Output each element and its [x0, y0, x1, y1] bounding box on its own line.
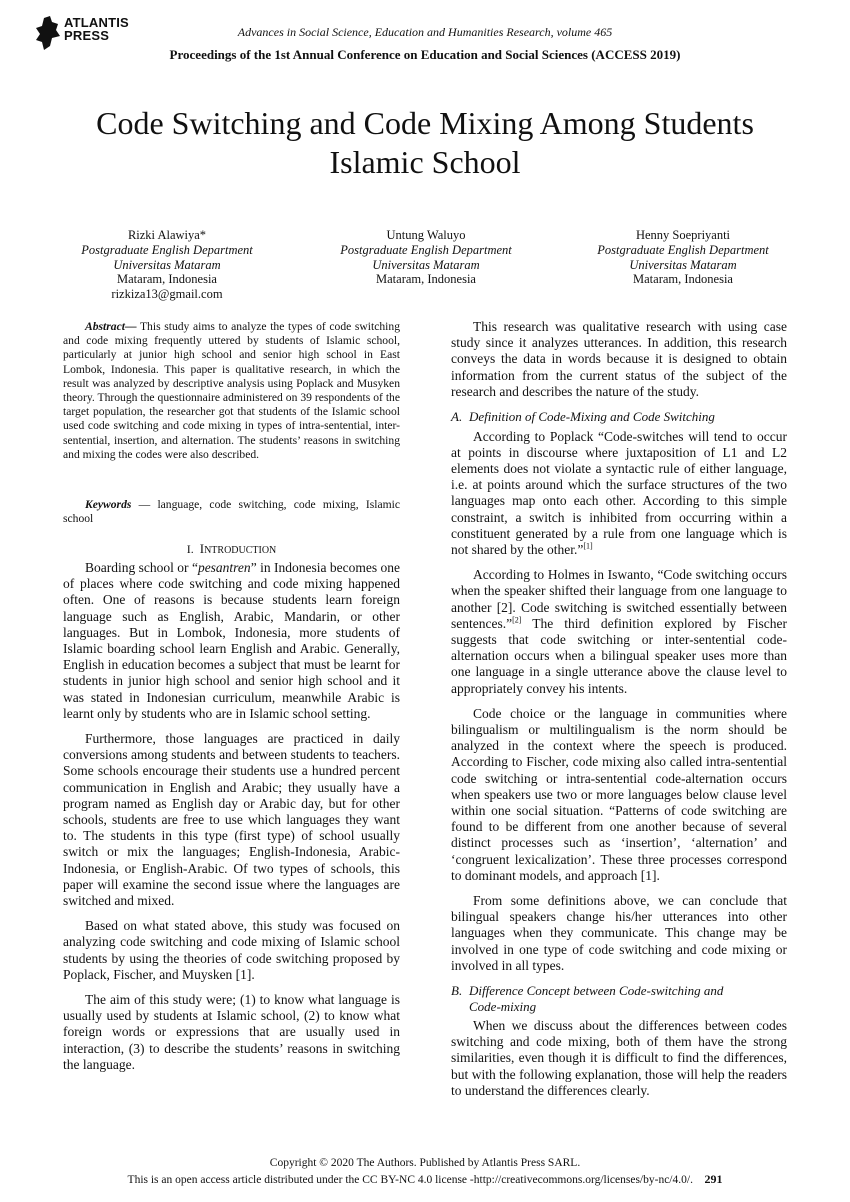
intro-heading-rest: NTRODUCTION	[204, 545, 277, 556]
intro-body	[63, 560, 400, 1073]
right-paragraph-3	[451, 567, 787, 697]
right-column	[451, 319, 787, 1099]
section-a-heading	[451, 409, 787, 425]
footer-copyright: Copyright © 2020 The Authors. Published by Atlantis Press SARL.	[269, 1157, 581, 1169]
author-block-2	[296, 228, 556, 287]
section-b-title-1: Difference Concept between Code-switching and	[469, 983, 724, 999]
intro-p1-em: pesantren	[197, 560, 251, 575]
right-p2-sup: [1]	[583, 541, 593, 551]
author-university: Universitas Mataram	[629, 257, 737, 272]
abstract-label: Abstract—	[85, 320, 137, 333]
footer-license: This is an open access article distributed under the CC BY-NC 4.0 license -http://creativecommons.org/licenses/by-nc/4.0/.	[127, 1174, 693, 1186]
keywords-label: Keywords	[85, 498, 132, 511]
intro-p1-b: ” in Indonesia becomes one of places where code switching and code mixing happened often. One of reasons is because students learn foreign language such as English, Arabic, Mandarin, or other languages. But in Lombok, Indonesia, more students of Islamic boarding school learn English and Arabic. Generally, English in education becomes a subject that must be learnt for students in junior high school and senior high school and it was stated in Indonesian curriculum, meanwhile Arabic is learnt only by students who are in Islamic school setting.	[63, 560, 400, 721]
intro-paragraph-4: The aim of this study were; (1) to know what language is usually used by students at Islamic school, (2) to know what foreign words or expressions that are usually used in interaction, (3) to describe the students’ reasons in switching the language.	[63, 992, 400, 1072]
right-p3-a: According to Holmes in Iswanto, “Code switching occurs when the speaker shifted their language from one language to another [2]. Code switching is switched essentially between sentences.”	[451, 567, 787, 631]
paper-title	[40, 104, 810, 182]
author-block-3	[553, 228, 813, 287]
page-number: 291	[704, 1172, 723, 1186]
section-b-heading	[451, 983, 787, 1014]
right-paragraph-5: From some definitions above, we can conclude that bilingual speakers change his/her utterances into other languages when they communicate. This change may be involved in one type of code switching and code mixing or involved in all types.	[451, 893, 787, 973]
footer-license-line	[0, 1172, 850, 1187]
author-name: Rizki Alawiya*	[127, 228, 207, 242]
proceedings-line: Proceedings of the 1st Annual Conference on Education and Social Sciences (ACCESS 2019)	[169, 47, 681, 62]
intro-p1-a: Boarding school or “	[85, 560, 198, 575]
section-b-title-2: Code-mixing	[469, 998, 537, 1014]
series-line: Advances in Social Science, Education and Humanities Research, volume 465	[237, 25, 613, 39]
logo-line2: PRESS	[64, 28, 110, 43]
right-paragraph-2	[451, 429, 787, 559]
intro-paragraph-1	[63, 560, 400, 722]
abstract-text: This study aims to analyze the types of code switching and code mixing frequently uttered by students of Islamic school, particularly at junior high school and senior high school in East Lombok, Indonesia. This paper is qualitative research, in which the result was analyzed by descriptive analysis using Poplack and Musyken theory. Through the questionnaire administered on 39 respondents of the target population, the researcher got that students of the Islamic school used code switching and code mixing in types of intra-sentential, inter-sentential, insertion, and alternation. The students’ reasons in switching and mixing the codes were also described.	[63, 320, 400, 461]
author-university: Universitas Mataram	[113, 257, 221, 272]
author-city: Mataram, Indonesia	[633, 272, 733, 287]
author-name: Untung Waluyo	[386, 228, 466, 242]
section-a-title: Definition of Code-Mixing and Code Switching	[469, 409, 715, 425]
author-department: Postgraduate English Department	[81, 242, 253, 257]
title-line1: Code Switching and Code Mixing Among Students	[96, 105, 754, 141]
intro-heading-first: I	[199, 541, 205, 556]
author-block-1	[37, 228, 297, 302]
intro-paragraph-3: Based on what stated above, this study was focused on analyzing code switching and code mixing of Islamic school students by using the theories of code switching proposed by Poplack, Fischer, and Muysken [1].	[63, 918, 400, 982]
keywords-text: — language, code switching, code mixing, Islamic school	[63, 498, 400, 526]
intro-heading-num: I.	[186, 542, 194, 556]
author-name: Henny Soepriyanti	[635, 228, 731, 242]
logo-line1: ATLANTIS	[64, 15, 129, 30]
intro-heading	[63, 541, 400, 559]
author-city: Mataram, Indonesia	[117, 272, 217, 287]
abstract	[63, 320, 400, 462]
right-paragraph-1: This research was qualitative research with using case study since it analyzes utterances. In addition, this research conveys the data in words because it is designed to obtain information from the current status of the subject of the research and describes the nature of the study.	[451, 319, 787, 399]
section-a-num: A.	[451, 409, 463, 425]
right-p3-b: The third definition explored by Fischer suggests that code switching or inter-sentential code-alternation occurs when a bilingual speaker uses more than one language in a single utterance above the clause level to appropriately convey his intents.	[451, 615, 787, 696]
author-university: Universitas Mataram	[372, 257, 480, 272]
keywords	[63, 498, 400, 526]
title-line2: Islamic School	[329, 144, 521, 180]
right-p3-sup: [2]	[512, 615, 522, 625]
right-p2-text: According to Poplack “Code-switches will tend to occur at points in discourse where juxtaposition of L1 and L2 elements does not violate a syntactic rule of either language, i.e. at points around which the surface structures of the two languages map onto each other. According to this simple constraint, a switch is inhibited from occurring within a constituent generated by a rule from one language which is not shared by the other.”	[451, 428, 787, 557]
intro-paragraph-2: Furthermore, those languages are practiced in daily conversions among students and between students to teachers. Some schools encourage their students use a hundred percent communication in English and Arabic; they usually have a program named as English day or Arabic day, but for other schools, students are free to use which languages they want to. The students in this type (first type) of school usually switch or mix the languages; English-Indonesia, Arabic-Indonesia, or English-Arabic. Of two types of schools, this paper will examine the second issue where the languages are switched and mixed.	[63, 731, 400, 909]
author-email[interactable]: rizkiza13@gmail.com	[111, 287, 223, 302]
section-b-num: B.	[451, 983, 463, 999]
author-department: Postgraduate English Department	[597, 242, 769, 257]
author-department: Postgraduate English Department	[340, 242, 512, 257]
author-city: Mataram, Indonesia	[376, 272, 476, 287]
right-paragraph-6: When we discuss about the differences between codes switching and code mixing, both of them have the strong similarities, even though it is difficult to find the differences, but with the following explanation, those will help the readers to understand the differences clearly.	[451, 1018, 787, 1098]
right-paragraph-4: Code choice or the language in communities where bilingualism or multilingualism is the norm should be analyzed in the context where the speech is produced. According to Fischer, code mixing also called intra-sentential code switching or intra-sentential code-alternation occurs when speakers use two or more languages below clause level within one social situation. “Patterns of code switching are found to be different from one another because of several distinct processes such as ‘insertion’, ‘alternation’ and ‘congruent lexicalization’. These three processes correspond to dominant models, and approach [1].	[451, 705, 787, 883]
